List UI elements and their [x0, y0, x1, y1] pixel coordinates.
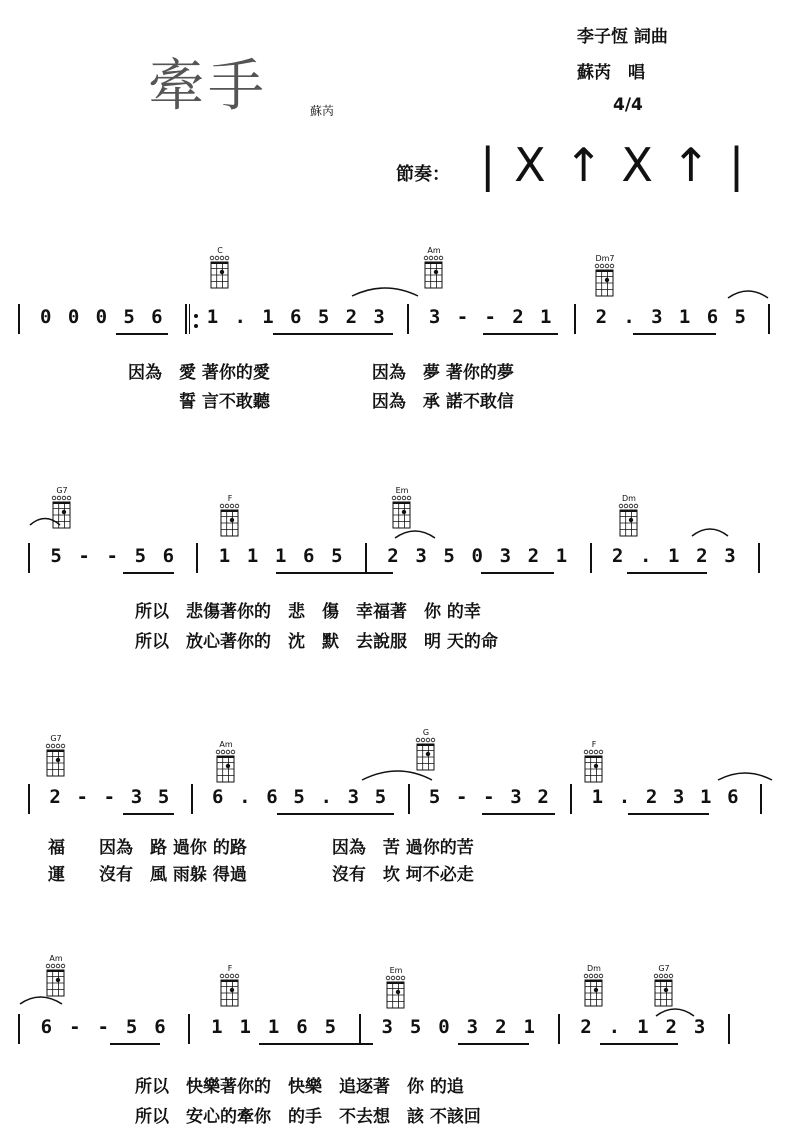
- chord-name: G7: [658, 964, 670, 973]
- fretboard-icon: [582, 749, 606, 783]
- note: 1: [246, 545, 259, 567]
- fretboard-icon: [218, 973, 242, 1007]
- note: 3: [672, 786, 685, 808]
- note: 3: [373, 306, 385, 328]
- chord-name: G: [422, 728, 430, 737]
- note: 1: [540, 306, 552, 328]
- sustain-dash: -: [69, 1016, 81, 1038]
- note: 6: [266, 786, 278, 808]
- note: 5: [123, 306, 135, 328]
- beam-underline: [481, 572, 554, 574]
- lyrics-line-3a: 福 因為 路 過你 的路 因為 苦 過你的苦: [48, 838, 474, 858]
- bar-line: [359, 1014, 361, 1044]
- note: 3: [130, 786, 143, 808]
- beam-underline: [627, 572, 707, 574]
- chord-diagram-g7: [648, 964, 680, 1007]
- note: 3: [510, 786, 522, 808]
- beam-underline: [277, 813, 394, 815]
- beam-underline: [116, 333, 169, 335]
- beam-underline: [110, 1043, 160, 1045]
- note: 2: [495, 1016, 507, 1038]
- chord-diagram-f: [214, 494, 246, 537]
- dotted-mark: .: [234, 306, 246, 328]
- fretboard-icon: [214, 749, 238, 783]
- note: 1: [591, 786, 604, 808]
- chord-diagram-dm7: [589, 254, 621, 297]
- bar-line: [28, 543, 30, 573]
- bar-line: [196, 543, 198, 573]
- chord-diagram-dm: [578, 964, 610, 1007]
- chord-diagram-f: [578, 740, 610, 783]
- rhythm-label: 節奏：: [396, 164, 450, 185]
- beam-underline: [273, 333, 393, 335]
- note: 6: [212, 786, 224, 808]
- note: 2: [387, 545, 399, 567]
- beam-underline: [259, 1043, 373, 1045]
- bar-line: [768, 304, 770, 334]
- note: 1: [678, 306, 691, 328]
- fretboard-icon: [414, 737, 438, 771]
- fretboard-icon: [44, 743, 68, 777]
- note: 5: [374, 786, 387, 808]
- bar-line: [574, 304, 576, 334]
- note: 5: [409, 1016, 422, 1038]
- note: 2: [696, 545, 708, 567]
- chord-name: G7: [56, 486, 68, 495]
- fretboard-icon: [593, 263, 617, 297]
- chord-name: F: [227, 964, 233, 973]
- fretboard-icon: [208, 255, 232, 289]
- note: 3: [724, 545, 736, 567]
- bar-line: [728, 1014, 730, 1044]
- note: 3: [381, 1016, 393, 1038]
- bar-line: [18, 1014, 20, 1044]
- note: 1: [700, 786, 712, 808]
- singer-credit: 蘇芮 唱: [577, 63, 645, 83]
- beam-underline: [482, 813, 555, 815]
- fretboard-icon: [44, 963, 68, 997]
- repeat-dot: [194, 314, 198, 318]
- note: 2: [49, 786, 61, 808]
- rhythm-pattern: | X ↑ X ↑ |: [480, 138, 747, 192]
- note: 6: [706, 306, 719, 328]
- chord-name: Dm: [587, 964, 601, 973]
- lyrics-line-1b: 誓 言不敢聽 因為 承 諾不敢信: [128, 392, 514, 412]
- note: 5: [293, 786, 305, 808]
- chord-name: F: [227, 494, 233, 503]
- fretboard-icon: [652, 973, 676, 1007]
- note: 1: [555, 545, 568, 567]
- sustain-dash: -: [106, 545, 118, 567]
- note: 2: [527, 545, 540, 567]
- fretboard-icon: [390, 495, 414, 529]
- chord-name: Am: [219, 740, 233, 749]
- note: 6: [296, 1016, 308, 1038]
- dotted-mark: .: [639, 545, 652, 567]
- note: 6: [162, 545, 175, 567]
- note: 3: [415, 545, 427, 567]
- chord-diagram-g7: [40, 734, 72, 777]
- chord-name: C: [217, 246, 223, 255]
- note: 6: [290, 306, 302, 328]
- sustain-dash: -: [76, 786, 88, 808]
- bar-line: [558, 1014, 560, 1044]
- chord-name: Em: [395, 486, 409, 495]
- fretboard-icon: [582, 973, 606, 1007]
- bar-line: [18, 304, 20, 334]
- note: 3: [693, 1016, 706, 1038]
- beam-underline: [458, 1043, 529, 1045]
- note: 0: [438, 1016, 450, 1038]
- fretboard-icon: [384, 975, 408, 1009]
- note: 5: [157, 786, 170, 808]
- chord-name: Am: [49, 954, 63, 963]
- chord-diagram-am: [210, 740, 242, 783]
- repeat-dot: [194, 324, 198, 328]
- lyrics-line-2a: 所以 悲傷著你的 悲 傷 幸福著 你 的幸: [135, 602, 481, 622]
- note: 6: [154, 1016, 166, 1038]
- chord-diagram-g: [410, 728, 442, 771]
- sustain-dash: -: [103, 786, 116, 808]
- bar-line: [191, 784, 193, 814]
- dotted-mark: .: [618, 786, 631, 808]
- chord-name: G7: [50, 734, 62, 743]
- singer-small-label: 蘇芮: [310, 104, 335, 118]
- sustain-dash: -: [484, 306, 496, 328]
- lyrics-line-1a: 因為 愛 著你的愛 因為 夢 著你的夢: [128, 363, 514, 383]
- bar-line: [188, 1014, 190, 1044]
- note: 2: [512, 306, 524, 328]
- note: 0: [95, 306, 108, 328]
- beam-underline: [276, 572, 393, 574]
- fretboard-icon: [422, 255, 446, 289]
- bar-line: [28, 784, 30, 814]
- beam-underline: [123, 572, 174, 574]
- lyrics-line-3b: 運 沒有 風 雨躲 得過 沒有 坎 坷不必走: [48, 865, 474, 885]
- note: 3: [466, 1016, 479, 1038]
- note: 1: [211, 1016, 223, 1038]
- note: 1: [218, 545, 231, 567]
- fretboard-icon: [617, 503, 641, 537]
- chord-name: Dm: [622, 494, 636, 503]
- bar-line: [590, 543, 592, 573]
- bar-line: [185, 304, 187, 334]
- note: 5: [317, 306, 330, 328]
- note: 3: [651, 306, 663, 328]
- note: 5: [428, 786, 441, 808]
- note: 1: [668, 545, 680, 567]
- note: 5: [734, 306, 746, 328]
- repeat-bar: [189, 304, 190, 334]
- note: 5: [134, 545, 147, 567]
- sustain-dash: -: [456, 306, 469, 328]
- note: 6: [303, 545, 315, 567]
- note: 5: [443, 545, 455, 567]
- bar-line: [365, 543, 367, 573]
- chord-diagram-em: [380, 966, 412, 1009]
- beam-underline: [483, 333, 558, 335]
- note: 2: [345, 306, 358, 328]
- sustain-dash: -: [78, 545, 90, 567]
- note: 2: [611, 545, 624, 567]
- note: 1: [239, 1016, 251, 1038]
- dotted-mark: .: [320, 786, 332, 808]
- chord-name: Am: [427, 246, 441, 255]
- chord-diagram-f: [214, 964, 246, 1007]
- song-title: 牽手: [148, 54, 268, 119]
- note: 3: [347, 786, 360, 808]
- chord-diagram-am: [40, 954, 72, 997]
- note: 0: [40, 306, 52, 328]
- note: 2: [580, 1016, 592, 1038]
- chord-diagram-dm: [613, 494, 645, 537]
- note: 1: [206, 306, 219, 328]
- note: 3: [499, 545, 512, 567]
- beam-underline: [600, 1043, 678, 1045]
- sustain-dash: -: [97, 1016, 109, 1038]
- note: 6: [151, 306, 163, 328]
- note: 2: [665, 1016, 677, 1038]
- note: 1: [267, 1016, 280, 1038]
- chord-name: F: [591, 740, 597, 749]
- note: 3: [428, 306, 441, 328]
- fretboard-icon: [50, 495, 74, 529]
- note: 6: [40, 1016, 53, 1038]
- note: 1: [274, 545, 287, 567]
- note: 1: [523, 1016, 535, 1038]
- lyrics-line-4a: 所以 快樂著你的 快樂 追逐著 你 的追: [135, 1077, 464, 1097]
- note: 1: [262, 306, 274, 328]
- sustain-dash: -: [483, 786, 495, 808]
- note: 6: [727, 786, 739, 808]
- beam-underline: [123, 813, 174, 815]
- note: 0: [67, 306, 80, 328]
- lyrics-line-4b: 所以 安心的牽你 的手 不去想 該 不該回: [135, 1107, 481, 1127]
- dotted-mark: .: [623, 306, 635, 328]
- chord-diagram-am: [418, 246, 450, 289]
- beam-underline: [633, 333, 716, 335]
- chord-diagram-em: [386, 486, 418, 529]
- beam-underline: [628, 813, 709, 815]
- bar-line: [758, 543, 760, 573]
- chord-diagram-c: [204, 246, 236, 289]
- fretboard-icon: [218, 503, 242, 537]
- dotted-mark: .: [608, 1016, 621, 1038]
- dotted-mark: .: [239, 786, 251, 808]
- chord-name: Dm7: [595, 254, 615, 263]
- chord-diagram-g7: [46, 486, 78, 529]
- note: 2: [595, 306, 608, 328]
- time-signature: 4/4: [613, 95, 643, 115]
- sustain-dash: -: [456, 786, 468, 808]
- chord-name: Em: [389, 966, 403, 975]
- note: 5: [331, 545, 343, 567]
- note: 5: [125, 1016, 138, 1038]
- bar-line: [570, 784, 572, 814]
- bar-line: [408, 784, 410, 814]
- composer-credit: 李子恆 詞曲: [577, 27, 668, 47]
- bar-line: [407, 304, 409, 334]
- note: 5: [324, 1016, 337, 1038]
- lyrics-line-2b: 所以 放心著你的 沈 默 去說服 明 天的命: [135, 632, 498, 652]
- note: 2: [537, 786, 549, 808]
- bar-line: [760, 784, 762, 814]
- note: 1: [637, 1016, 649, 1038]
- note: 5: [50, 545, 62, 567]
- note: 2: [645, 786, 658, 808]
- note: 0: [471, 545, 483, 567]
